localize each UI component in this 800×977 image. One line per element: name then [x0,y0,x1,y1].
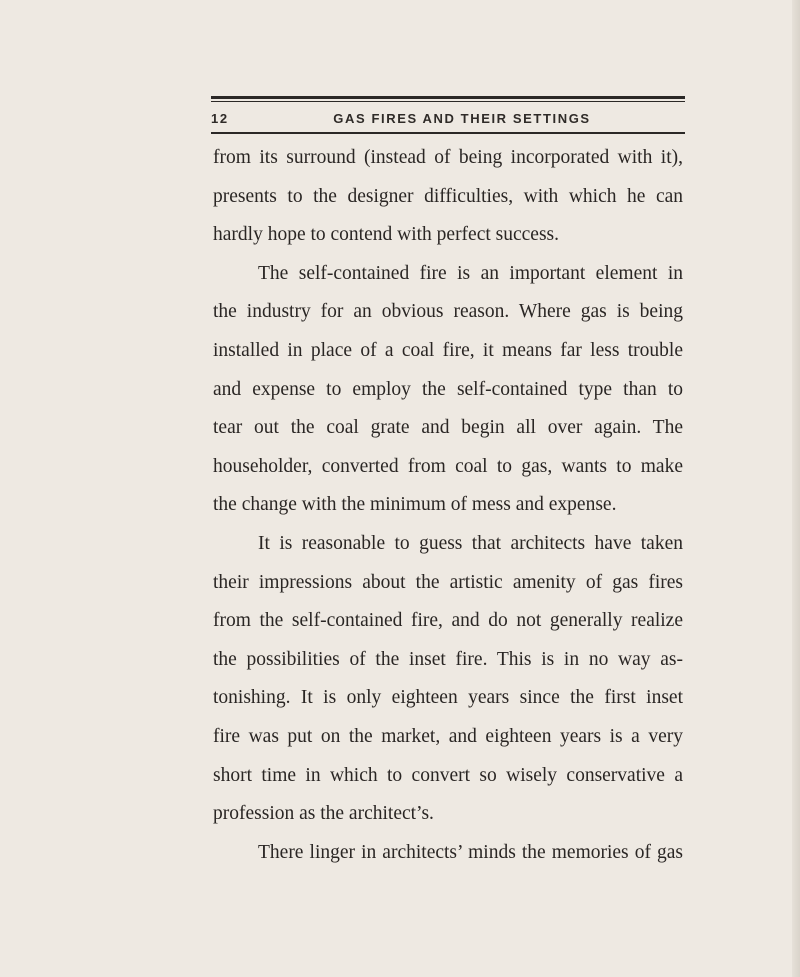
header-rule-bottom [211,132,685,134]
text-line: and expense to employ the self-contained type than to [213,378,683,400]
running-title: GAS FIRES AND THEIR SETTINGS [333,111,591,126]
text-line: hardly hope to contend with perfect success. [213,224,560,246]
page-edge [792,0,800,977]
text-line: their impressions about the artistic amenity of gas fires [213,571,683,593]
text-line: profession as the architect’s. [213,803,434,825]
text-line: from the self-contained fire, and do not generally realize [213,610,683,632]
text-line: the possibilities of the inset fire. This is in no way as- [213,648,683,670]
text-line: installed in place of a coal fire, it means far less trouble [213,339,683,361]
text-line: the change with the minimum of mess and expense. [213,494,617,516]
header-rule-thick [211,96,685,99]
text-line: short time in which to convert so wisely conservative a [213,764,683,786]
body-text [213,139,683,872]
text-line: The self-contained fire is an important element in [258,262,683,284]
text-line: tear out the coal grate and begin all over again. The [213,417,683,439]
text-line: householder, converted from coal to gas, wants to make [213,455,683,477]
text-line: from its surround (instead of being incorporated with it), [213,147,683,168]
text-line: It is reasonable to guess that architects have taken [258,532,683,554]
running-head [211,102,685,132]
page-header [211,96,685,134]
text-line: the industry for an obvious reason. Where gas is being [213,301,683,323]
text-line: fire was put on the market, and eighteen years is a very [213,725,683,747]
page-number: 12 [211,111,229,126]
text-line: There linger in architects’ minds the memories of gas [258,841,683,863]
text-line: presents to the designer difficulties, with which he can [213,185,683,207]
text-line: tonishing. It is only eighteen years since the first inset [213,687,683,709]
